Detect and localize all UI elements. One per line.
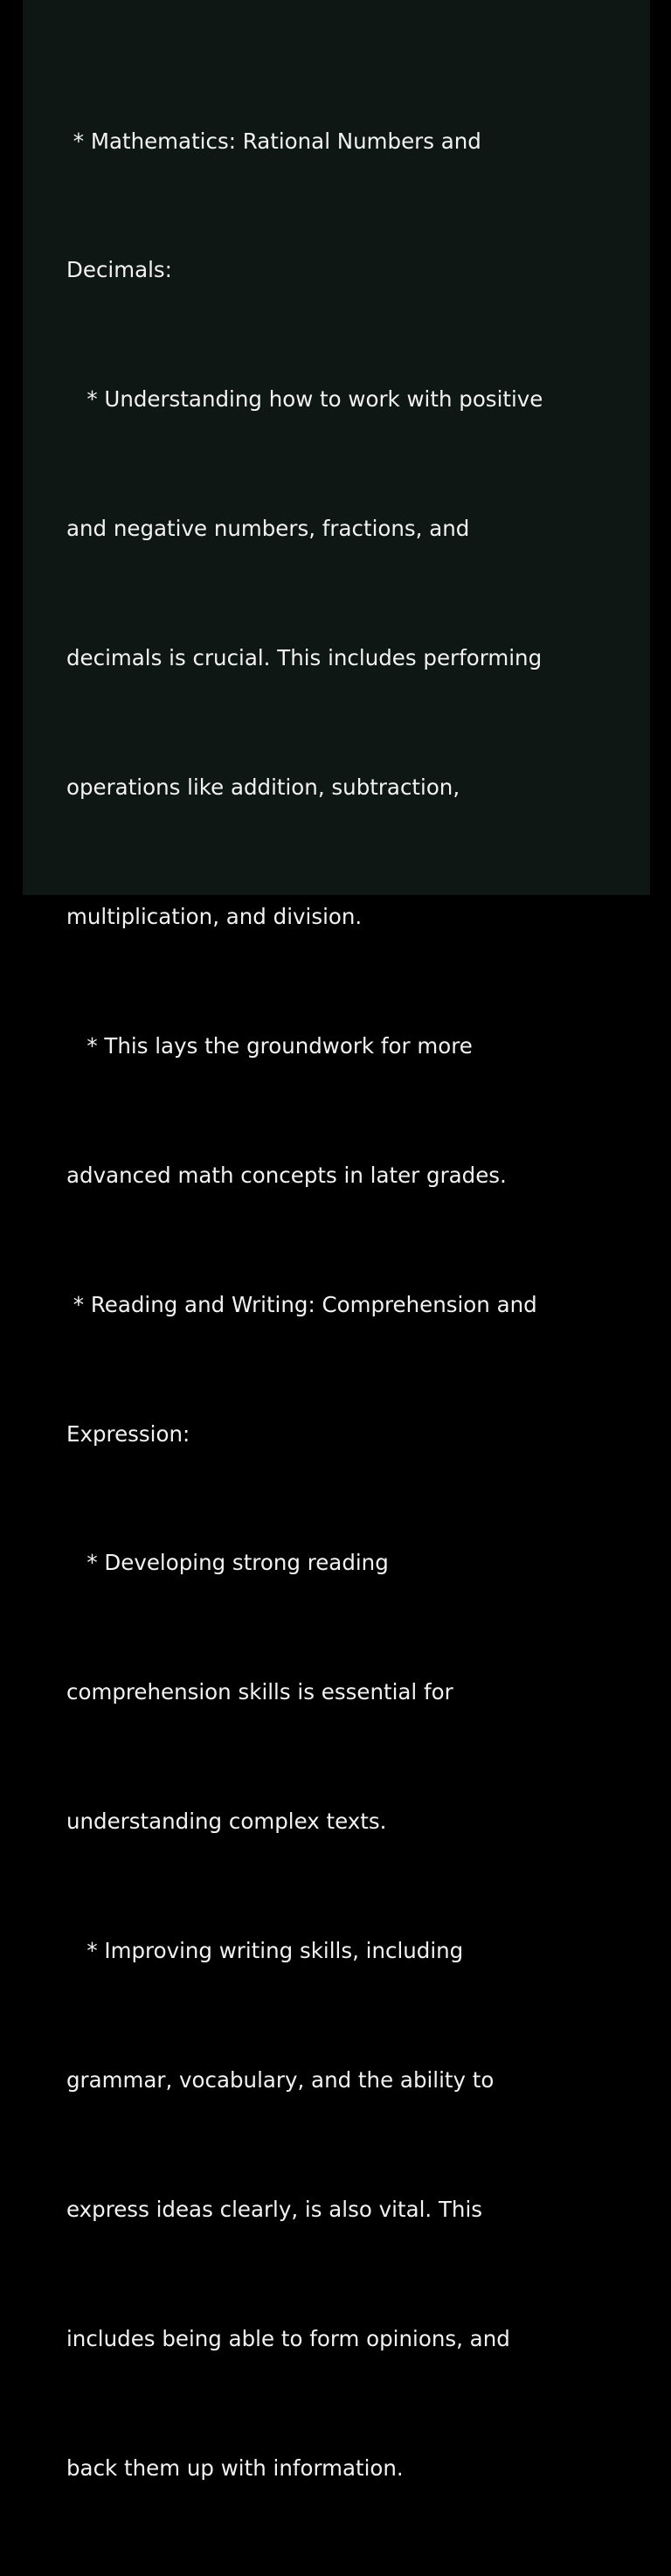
text-line-6: operations like addition, subtraction, (66, 774, 460, 801)
text-line-3: * Understanding how to work with positive (66, 386, 543, 413)
text-line-11: Expression: (66, 1420, 190, 1447)
text-line-5: decimals is crucial. This includes performing (66, 645, 543, 671)
text-line-16: grammar, vocabulary, and the ability to (66, 2066, 495, 2093)
text-line-1: * Mathematics: Rational Numbers and (66, 128, 481, 154)
text-line-19: back them up with information. (66, 2454, 404, 2481)
document-text (66, 33, 626, 2576)
text-line-9: advanced math concepts in later grades. (66, 1162, 507, 1188)
text-line-2: Decimals: (66, 257, 172, 283)
text-line-8: * This lays the groundwork for more (66, 1032, 473, 1059)
text-line-14: understanding complex texts. (66, 1809, 387, 1835)
text-line-13: comprehension skills is essential for (66, 1679, 453, 1705)
text-line-15: * Improving writing skills, including (66, 1938, 464, 1964)
text-line-17: express ideas clearly, is also vital. This (66, 2196, 483, 2222)
text-line-12: * Developing strong reading (66, 1550, 389, 1576)
text-line-7: multiplication, and division. (66, 903, 363, 929)
text-line-10: * Reading and Writing: Comprehension and (66, 1291, 537, 1317)
text-line-18: includes being able to form opinions, and (66, 2325, 510, 2351)
text-line-4: and negative numbers, fractions, and (66, 516, 470, 542)
